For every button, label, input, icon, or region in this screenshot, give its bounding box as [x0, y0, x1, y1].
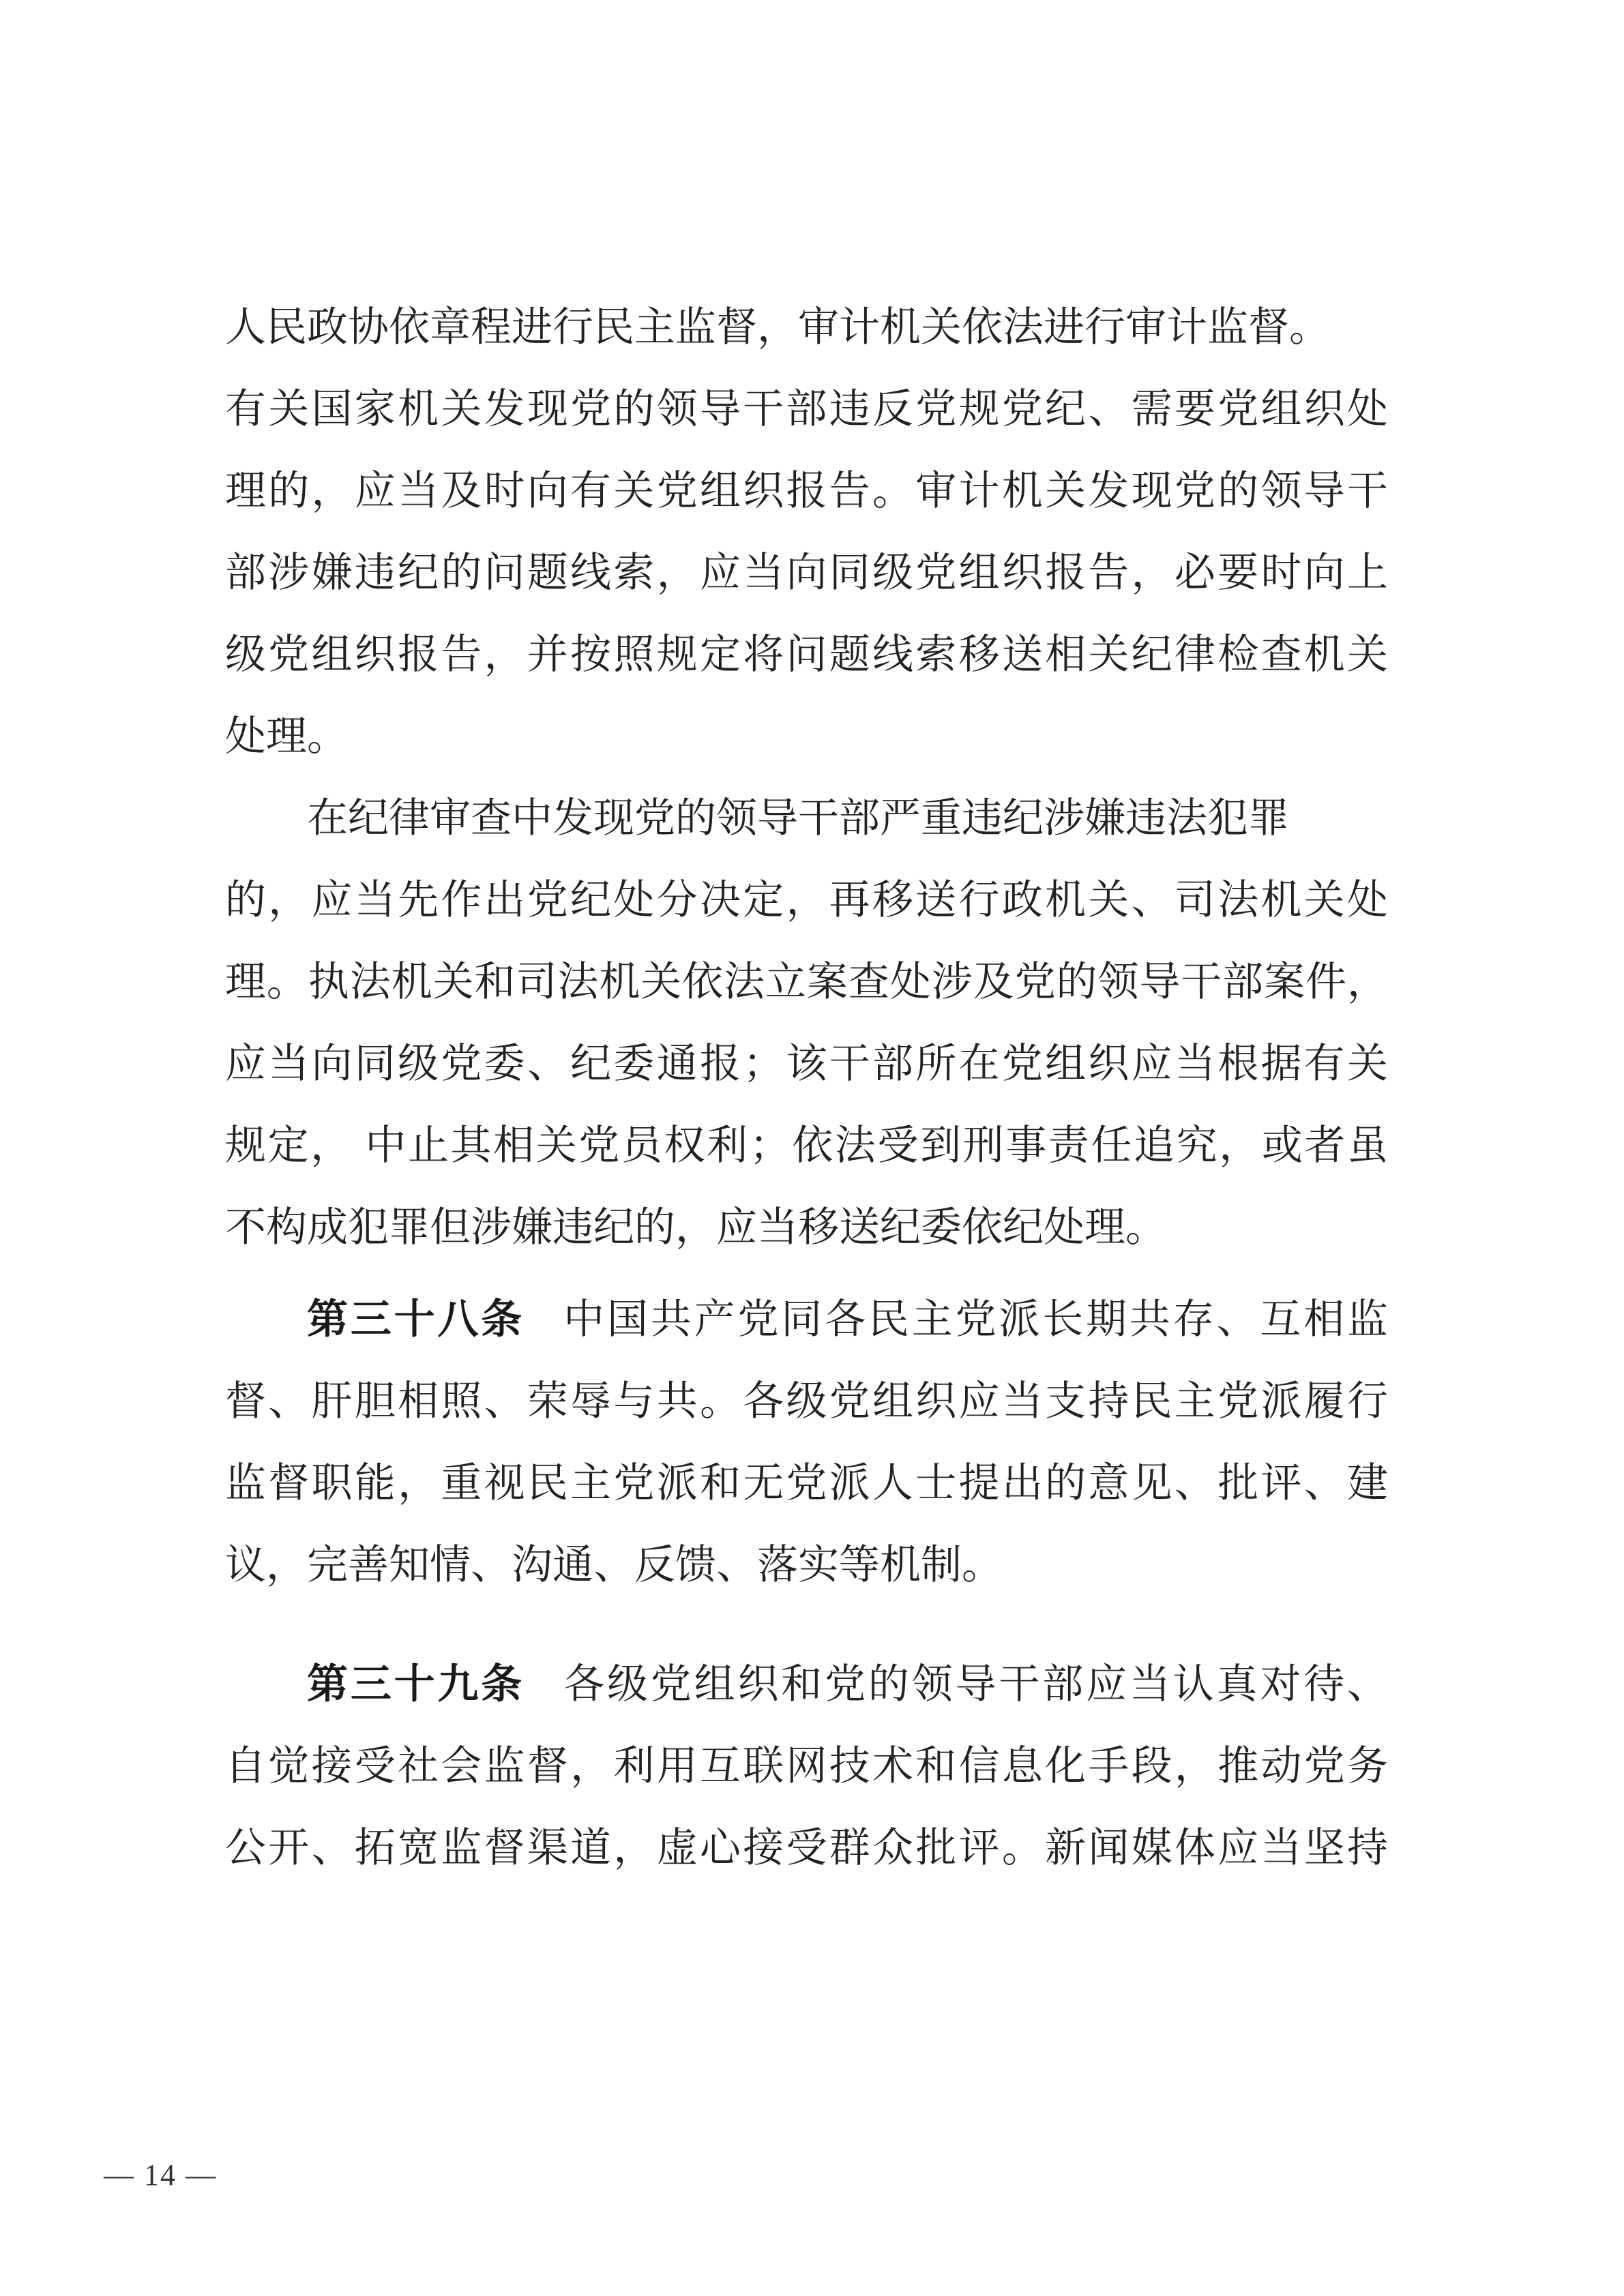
text-line [225, 859, 1388, 941]
line-text: 有关国家机关发现党的领导干部违反党规党纪、需要党组织处 [225, 387, 1388, 432]
text-line [225, 368, 1388, 450]
line-text: 各级党组织和党的领导干部应当认真对待、 [563, 1662, 1389, 1707]
line-text: 中国共产党同各民主党派长期共存、互相监 [563, 1297, 1389, 1342]
line-text: 的，应当先作出党纪处分决定，再移送行政机关、司法机关处 [225, 878, 1388, 923]
line-text: 级党组织报告，并按照规定将问题线索移送相关纪律检查机关 [225, 632, 1388, 677]
line-text: 规定， 中止其相关党员权利；依法受到刑事责任追究，或者虽 [225, 1123, 1388, 1168]
text-line [225, 286, 1388, 368]
text-line [225, 532, 1388, 614]
text-line-article-38 [225, 1279, 1388, 1360]
line-text: 在纪律审查中发现党的领导干部严重违纪涉嫌违法犯罪 [307, 796, 1289, 841]
text-line [225, 1360, 1388, 1442]
line-text: 部涉嫌违纪的问题线索，应当向同级党组织报告，必要时向上 [225, 550, 1388, 595]
text-line [225, 1807, 1388, 1889]
line-text: 公开、拓宽监督渠道，虚心接受群众批评。新闻媒体应当坚持 [225, 1825, 1388, 1870]
text-line [225, 1023, 1388, 1105]
text-line [225, 941, 1388, 1023]
line-text: 处理。 [225, 714, 348, 759]
line-text: 督、肝胆相照、荣辱与共。各级党组织应当支持民主党派履行 [225, 1379, 1388, 1424]
body-text [225, 286, 1388, 1889]
text-line [225, 1105, 1388, 1187]
line-text: 不构成犯罪但涉嫌违纪的，应当移送纪委依纪处理。 [225, 1205, 1166, 1250]
text-line [225, 1725, 1388, 1807]
text-line [225, 1187, 1388, 1268]
line-text: 理。执法机关和司法机关依法立案查处涉及党的领导干部案件， [225, 959, 1388, 1004]
article-number: 第三十八条 [307, 1296, 525, 1342]
page-number-footer: — 14 — [104, 2158, 217, 2192]
line-text: 应当向同级党委、纪委通报；该干部所在党组织应当根据有关 [225, 1041, 1388, 1086]
article-number: 第三十九条 [307, 1661, 525, 1707]
text-line [225, 696, 1388, 777]
text-line [225, 1442, 1388, 1524]
line-text: 议，完善知情、沟通、反馈、落实等机制。 [225, 1542, 1003, 1587]
text-line [225, 614, 1388, 696]
line-text: 人民政协依章程进行民主监督，审计机关依法进行审计监督。 [225, 305, 1330, 350]
line-text: 理的，应当及时向有关党组织报告。审计机关发现党的领导干 [225, 468, 1388, 513]
line-text: 自觉接受社会监督，利用互联网技术和信息化手段，推动党务 [225, 1744, 1388, 1789]
text-line-article-39 [225, 1643, 1388, 1725]
text-line [225, 450, 1388, 532]
text-line [225, 777, 1388, 859]
line-text: 监督职能，重视民主党派和无党派人士提出的意见、批评、建 [225, 1461, 1388, 1506]
text-line [225, 1524, 1388, 1606]
